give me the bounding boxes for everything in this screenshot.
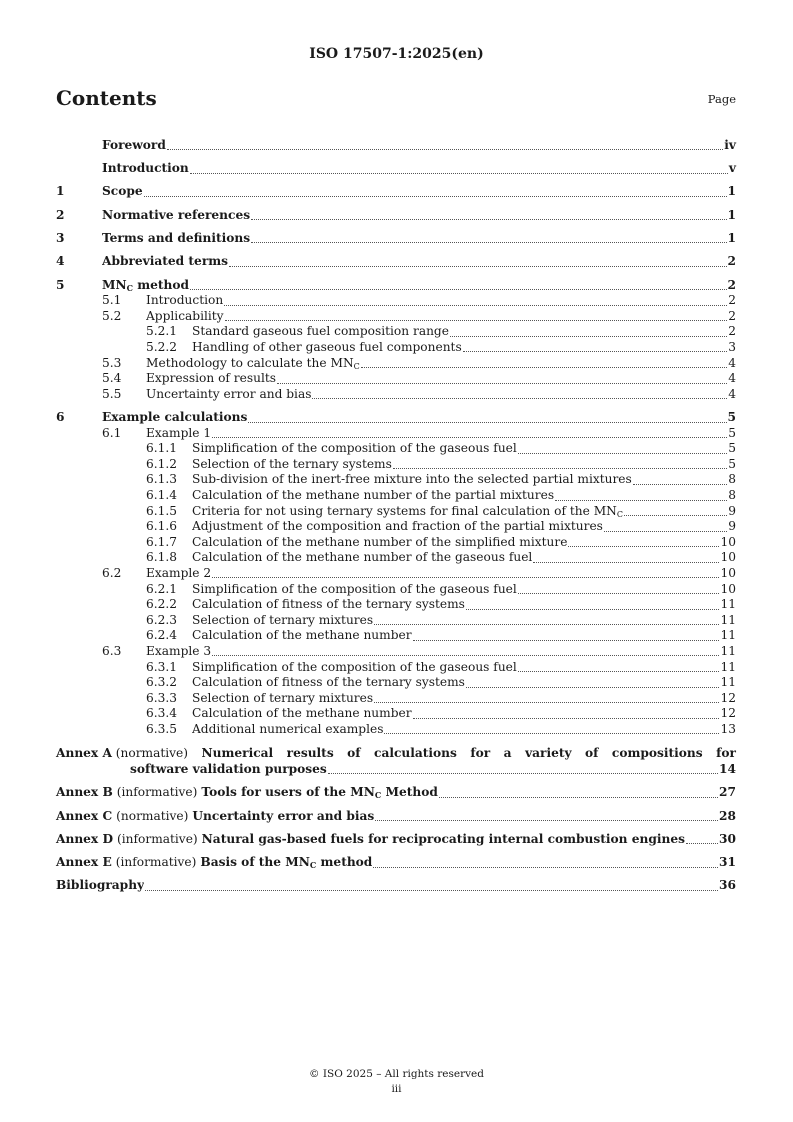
toc-entry[interactable] [56, 340, 736, 356]
toc-entry[interactable] [56, 488, 736, 504]
toc-entry-title [192, 441, 517, 457]
toc-entry-title [146, 309, 224, 325]
dot-leader [312, 397, 727, 399]
toc-entry-annex[interactable] [56, 801, 736, 824]
toc-entry[interactable] [56, 309, 736, 325]
toc-entry[interactable] [56, 675, 736, 691]
dot-leader [212, 436, 727, 438]
subscript: C [126, 282, 134, 293]
toc-entry-page: 11 [720, 628, 736, 643]
annex-title-text: Uncertainty error and bias [192, 808, 375, 823]
dot-leader [439, 796, 718, 798]
dot-leader [145, 889, 718, 891]
annex-a-kind: (normative) [115, 746, 189, 761]
toc-entry-page: 13 [720, 721, 736, 736]
toc-entry-number: 6.2.1 [146, 581, 178, 596]
annex-a-title-word: of [347, 746, 361, 761]
toc-entry[interactable] [56, 324, 736, 340]
toc-entry[interactable] [56, 550, 736, 566]
annex-label: Annex B [56, 785, 113, 800]
toc-entry-page: 11 [720, 675, 736, 690]
toc-entry-title-text: MN [102, 277, 127, 292]
dot-leader [466, 686, 720, 688]
dot-leader [518, 670, 720, 672]
toc-entry-title-text: Selection of ternary mixtures [192, 612, 374, 627]
toc-entry-title [192, 691, 373, 707]
toc-entry-number: 6.3.1 [146, 659, 178, 674]
toc-entry-page: 9 [728, 519, 736, 534]
toc-entry-title [192, 472, 632, 488]
annex-a-title-word: results [286, 746, 334, 761]
dot-leader [413, 639, 720, 641]
annex-title [201, 785, 437, 801]
toc-entry-number: 6.1.4 [146, 488, 178, 502]
toc-entry-title-text: Standard gaseous fuel composition range [192, 324, 449, 339]
toc-entry-title [146, 371, 276, 387]
dot-leader [224, 304, 727, 306]
toc-entry-number: 6.2.4 [146, 628, 178, 643]
toc-entry-title [192, 706, 412, 722]
annex-a-title-word: for [716, 746, 736, 761]
toc-entry-title-text: Example 1 [146, 425, 212, 440]
toc-entry[interactable] [56, 644, 736, 660]
toc-entry-number: 3 [56, 230, 65, 245]
dot-leader [167, 148, 723, 150]
toc-entry-title [192, 582, 517, 598]
toc-entry-title-suffix: method [133, 277, 190, 292]
toc-entry-title-text: Expression of results [146, 371, 276, 386]
annex-title-text: Basis of the MN [200, 855, 310, 870]
dot-leader [212, 654, 719, 656]
copyright-notice: © ISO 2025 – All rights reserved [309, 1068, 484, 1080]
toc-entry-page: 11 [720, 597, 736, 612]
toc-entry-page: 1 [727, 184, 736, 199]
toc-entry-number: 6.2.2 [146, 597, 178, 612]
toc-entry[interactable] [56, 504, 736, 520]
toc-entry[interactable] [56, 223, 736, 246]
toc-entry-title-text: Example calculations [102, 410, 248, 425]
annex-a-title-word: a [503, 746, 512, 761]
dot-leader [373, 866, 718, 868]
toc-entry-page: 10 [720, 534, 736, 549]
toc-entry-page: 2 [728, 293, 736, 308]
annex-title [192, 809, 374, 825]
toc-entry-title [192, 504, 623, 520]
page-number: iii [391, 1083, 402, 1095]
toc-entry-page: 4 [728, 386, 736, 401]
toc-entry-title [102, 184, 143, 200]
toc-entry-title-text: Selection of ternary mixtures [192, 690, 374, 705]
toc-entry-number: 5.5 [102, 386, 122, 401]
toc-entry[interactable] [56, 566, 736, 582]
toc-entry-title-text: Calculation of the methane number [192, 706, 412, 721]
annex-a-page: 14 [719, 762, 736, 777]
toc-entry-title [192, 324, 449, 340]
annex-title-suffix: method [316, 855, 373, 870]
toc-entry-title [192, 550, 532, 566]
toc-entry-title-text: Example 3 [146, 643, 212, 658]
document-id-header: ISO 17507-1:2025(en) [309, 46, 484, 62]
toc-entry-number: 1 [56, 184, 65, 199]
toc-entry[interactable] [56, 153, 736, 176]
dot-leader [277, 382, 727, 384]
annex-a-label: Annex A [56, 746, 112, 761]
toc-entry-title: Bibliography [56, 878, 145, 893]
subscript: C [353, 361, 360, 371]
toc-entry-number: 6.2.3 [146, 612, 178, 627]
dot-leader [463, 350, 728, 352]
toc-entry-page: 11 [720, 659, 736, 674]
annex-page: 27 [719, 785, 736, 800]
toc-entry[interactable] [56, 597, 736, 613]
dot-leader [466, 608, 720, 610]
toc-entry-title [102, 254, 228, 270]
toc-entry-title [146, 644, 211, 660]
toc-entry-page: 5 [728, 425, 736, 440]
toc-entry-title-text: Scope [102, 184, 143, 199]
annex-a-title-word: calculations [374, 746, 457, 761]
toc-entry-title-text: Introduction [102, 161, 189, 176]
toc-entry-page: 2 [728, 324, 736, 339]
annex-a-title-word: of [585, 746, 599, 761]
toc-entry[interactable] [56, 246, 736, 269]
toc-entry-number: 5.2.2 [146, 339, 178, 354]
toc-entry-page: 12 [720, 690, 736, 705]
toc-entry-page: 10 [720, 550, 736, 565]
toc-entry-page: 5 [727, 410, 736, 425]
toc-entry[interactable] [56, 691, 736, 707]
toc-entry-title-text: Calculation of fitness of the ternary systems [192, 597, 465, 612]
subscript: C [309, 860, 317, 871]
dot-leader [190, 172, 728, 174]
toc-entry-page: 36 [719, 878, 736, 893]
toc-entry-title [192, 488, 554, 504]
subscript: C [616, 509, 623, 519]
dot-leader [555, 499, 727, 501]
dot-leader [248, 421, 726, 423]
toc-entry-title-text: Foreword [102, 137, 166, 152]
toc-entry-title [102, 161, 189, 177]
toc-entry-number: 2 [56, 207, 65, 222]
toc-entry-title [192, 597, 465, 613]
toc-entry-annex[interactable] [56, 824, 736, 847]
annex-a-first-line [56, 745, 736, 761]
toc-entry-number: 6.3.3 [146, 690, 178, 705]
toc-entry-page: 10 [720, 565, 736, 580]
toc-entry-title [146, 356, 360, 372]
dot-leader [624, 514, 727, 516]
toc-entry-title [192, 675, 465, 691]
toc-entry-number: 6.1.3 [146, 472, 178, 487]
toc-entry-title [192, 628, 412, 644]
toc-entry[interactable] [56, 402, 736, 425]
toc-entry-title-text: Simplification of the composition of the gaseous fuel [192, 441, 517, 456]
dot-leader [533, 561, 719, 563]
dot-leader [144, 195, 727, 197]
toc-entry[interactable] [56, 270, 736, 293]
toc-entry-title [102, 208, 250, 224]
toc-entry[interactable] [56, 177, 736, 200]
toc-entry[interactable] [56, 426, 736, 442]
toc-entry[interactable] [56, 441, 736, 457]
toc-entry-title [192, 613, 373, 629]
toc-entry-page: 2 [727, 254, 736, 269]
toc-entry[interactable] [56, 200, 736, 223]
toc-entry-page: 3 [728, 339, 736, 354]
annex-kind: (informative) [116, 785, 198, 800]
toc-entry[interactable] [56, 628, 736, 644]
dot-leader [413, 717, 720, 719]
toc-entry-number: 6.1.5 [146, 503, 178, 518]
toc-entry-title [192, 535, 567, 551]
toc-entry[interactable] [56, 535, 736, 551]
toc-entry[interactable] [56, 706, 736, 722]
toc-entry-title-text: Simplification of the composition of the gaseous fuel [192, 581, 517, 596]
toc-entry-page: 10 [720, 581, 736, 596]
toc-entry-title [102, 278, 189, 294]
toc-entry-title-text: Uncertainty error and bias [146, 386, 312, 401]
annex-label: Annex D [56, 831, 114, 846]
toc-entry-title [146, 426, 211, 442]
toc-entry-number: 5.1 [102, 293, 122, 308]
toc-entry-page: 12 [720, 706, 736, 721]
toc-entry-title-text: Calculation of the methane number of the gaseous fuel [192, 550, 533, 565]
toc-entry-number: 6.3.4 [146, 706, 178, 721]
toc-entry-number: 5 [56, 277, 65, 292]
toc-entry[interactable] [56, 581, 736, 597]
toc-entry-title [192, 519, 603, 535]
toc-entry-number: 5.2 [102, 308, 122, 323]
toc-entry-page: 1 [727, 207, 736, 222]
toc-entry-page: 8 [728, 488, 736, 502]
toc-entry-title [192, 340, 462, 356]
toc-entries [56, 130, 736, 737]
dot-leader [251, 218, 726, 220]
dot-leader [212, 576, 719, 578]
toc-entry-number: 6.2 [102, 565, 122, 580]
toc-entry[interactable] [56, 457, 736, 473]
toc-entry-title-text: Introduction [146, 293, 224, 308]
toc-entry[interactable] [56, 387, 736, 403]
annex-kind: (informative) [117, 831, 198, 846]
toc-entry[interactable] [56, 130, 736, 153]
toc-entry-title [146, 566, 211, 582]
annex-page: 31 [719, 855, 736, 870]
subscript: C [374, 790, 382, 801]
dot-leader [190, 288, 726, 290]
dot-leader [604, 530, 727, 532]
dot-leader [374, 701, 719, 703]
toc-entry-title [146, 387, 311, 403]
dot-leader [374, 623, 719, 625]
toc-entry[interactable] [56, 472, 736, 488]
annex-label: Annex C [56, 808, 113, 823]
annex-title-text: Tools for users of the MN [201, 785, 375, 800]
annex-title [202, 832, 685, 848]
toc-entry-number: 6.3 [102, 643, 122, 658]
toc-entry-page: 1 [727, 230, 736, 245]
toc-entry-title [192, 457, 392, 473]
dot-leader [568, 545, 719, 547]
toc-entry-number: 6.1 [102, 425, 122, 440]
annex-kind: (normative) [116, 808, 189, 823]
toc-entry-title [192, 660, 517, 676]
toc-entry-page: 11 [720, 643, 736, 658]
toc-entry[interactable] [56, 722, 736, 738]
page-column-label: Page [707, 92, 736, 106]
annex-a-title-word: variety [525, 746, 572, 761]
annex-kind: (informative) [115, 855, 197, 870]
toc-entry-title [102, 410, 247, 426]
toc-entry-title-text: Simplification of the composition of the gaseous fuel [192, 659, 517, 674]
dot-leader [375, 819, 718, 821]
dot-leader [225, 319, 728, 321]
toc-entry-number: 6.3.2 [146, 675, 178, 690]
toc-entry-title-text: Abbreviated terms [102, 254, 228, 269]
toc-entry-title-text: Methodology to calculate the MN [146, 355, 354, 370]
annex-label: Annex E [56, 855, 112, 870]
dot-leader [384, 732, 719, 734]
toc-entry-number: 5.2.1 [146, 324, 178, 339]
toc-entry-annex[interactable] [56, 847, 736, 870]
dot-leader [229, 265, 727, 267]
toc-entry-number: 6.1.2 [146, 456, 178, 471]
toc-entry-title-text: Terms and definitions [102, 230, 251, 245]
toc-entry-number: 6.1.8 [146, 550, 178, 565]
annex-a-second-line [56, 761, 736, 777]
toc-entry-title [146, 293, 223, 309]
toc-entry-annex-a[interactable] [56, 745, 736, 777]
dot-leader [686, 842, 718, 844]
toc-entry-page: 4 [728, 371, 736, 386]
toc-entry-page: iv [724, 137, 736, 152]
toc-entry-page: 5 [728, 456, 736, 471]
dot-leader [450, 335, 727, 337]
toc-entry-page: 2 [728, 308, 736, 323]
toc-entry-number: 6 [56, 410, 65, 425]
toc-entry-annex[interactable] [56, 777, 736, 800]
toc-entry-title-text: Sub-division of the inert-free mixture into the selected partial mixtures [192, 472, 632, 487]
toc-entry-title-text: Adjustment of the composition and fraction of the partial mixtures [192, 519, 603, 534]
toc-entry-page: 11 [720, 612, 736, 627]
toc-entry-title [192, 722, 383, 738]
toc-entry-number: 5.3 [102, 355, 122, 370]
toc-entry[interactable] [56, 613, 736, 629]
toc-entry-page: 9 [728, 503, 736, 518]
toc-entry[interactable] [56, 659, 736, 675]
toc-entry-number: 5.4 [102, 371, 122, 386]
toc-entry-bibliography[interactable] [56, 871, 736, 894]
annex-a-head [56, 745, 188, 761]
toc-entry-number: 6.1.7 [146, 534, 178, 549]
contents-title: Contents [56, 86, 157, 110]
toc-entry-title-text: Calculation of the methane number [192, 628, 412, 643]
annex-a-title-word: compositions [611, 746, 703, 761]
toc-entry[interactable] [56, 519, 736, 535]
toc-entry-number: 6.1.1 [146, 441, 178, 456]
toc-entry-title-text: Calculation of fitness of the ternary systems [192, 675, 465, 690]
toc-entry-title-text: Calculation of the methane number of the partial mixtures [192, 488, 555, 502]
toc-entry[interactable] [56, 355, 736, 371]
toc-annexes [56, 777, 736, 870]
toc-entry-page: 5 [728, 441, 736, 456]
page-footer [0, 1067, 793, 1097]
toc-entry-title-text: Criteria for not using ternary systems for final calculation of the MN [192, 503, 617, 518]
toc-entry-page: 4 [728, 355, 736, 370]
annex-a-title-line2: software validation purposes [130, 762, 327, 777]
toc-entry-title-text: Applicability [146, 308, 224, 323]
dot-leader [518, 592, 720, 594]
toc-entry-page: 2 [727, 277, 736, 292]
toc-entry-title-text: Selection of the ternary systems [192, 456, 392, 471]
toc-entry-number: 6.3.5 [146, 721, 178, 736]
toc-entry[interactable] [56, 293, 736, 309]
annex-page: 28 [719, 808, 736, 823]
toc-entry[interactable] [56, 371, 736, 387]
annex-a-title-word: Numerical [201, 746, 274, 761]
toc-entry-number: 4 [56, 254, 65, 269]
dot-leader [633, 483, 727, 485]
toc-entry-number: 6.1.6 [146, 519, 178, 534]
table-of-contents [56, 130, 736, 894]
toc-entry-page: v [728, 161, 736, 176]
toc-entry-page: 8 [728, 472, 736, 487]
dot-leader [251, 241, 726, 243]
dot-leader [393, 467, 727, 469]
annex-page: 30 [719, 831, 736, 846]
toc-entry-title [102, 231, 250, 247]
annex-title-text: Natural gas-based fuels for reciprocating internal combustion engines [201, 831, 686, 846]
toc-entry-title-text: Handling of other gaseous fuel components [192, 339, 462, 354]
dot-leader [518, 452, 727, 454]
annex-a-title-word: for [470, 746, 491, 761]
dot-leader [328, 772, 718, 774]
annex-title-suffix: Method [381, 785, 438, 800]
toc-entry-title-text: Normative references [102, 207, 251, 222]
dot-leader [361, 366, 727, 368]
annex-title [200, 855, 372, 871]
toc-entry-title-text: Example 2 [146, 565, 212, 580]
toc-entry-title [102, 138, 166, 154]
toc-entry-title-text: Calculation of the methane number of the simplified mixture [192, 534, 568, 549]
toc-entry-title-text: Additional numerical examples [192, 721, 384, 736]
